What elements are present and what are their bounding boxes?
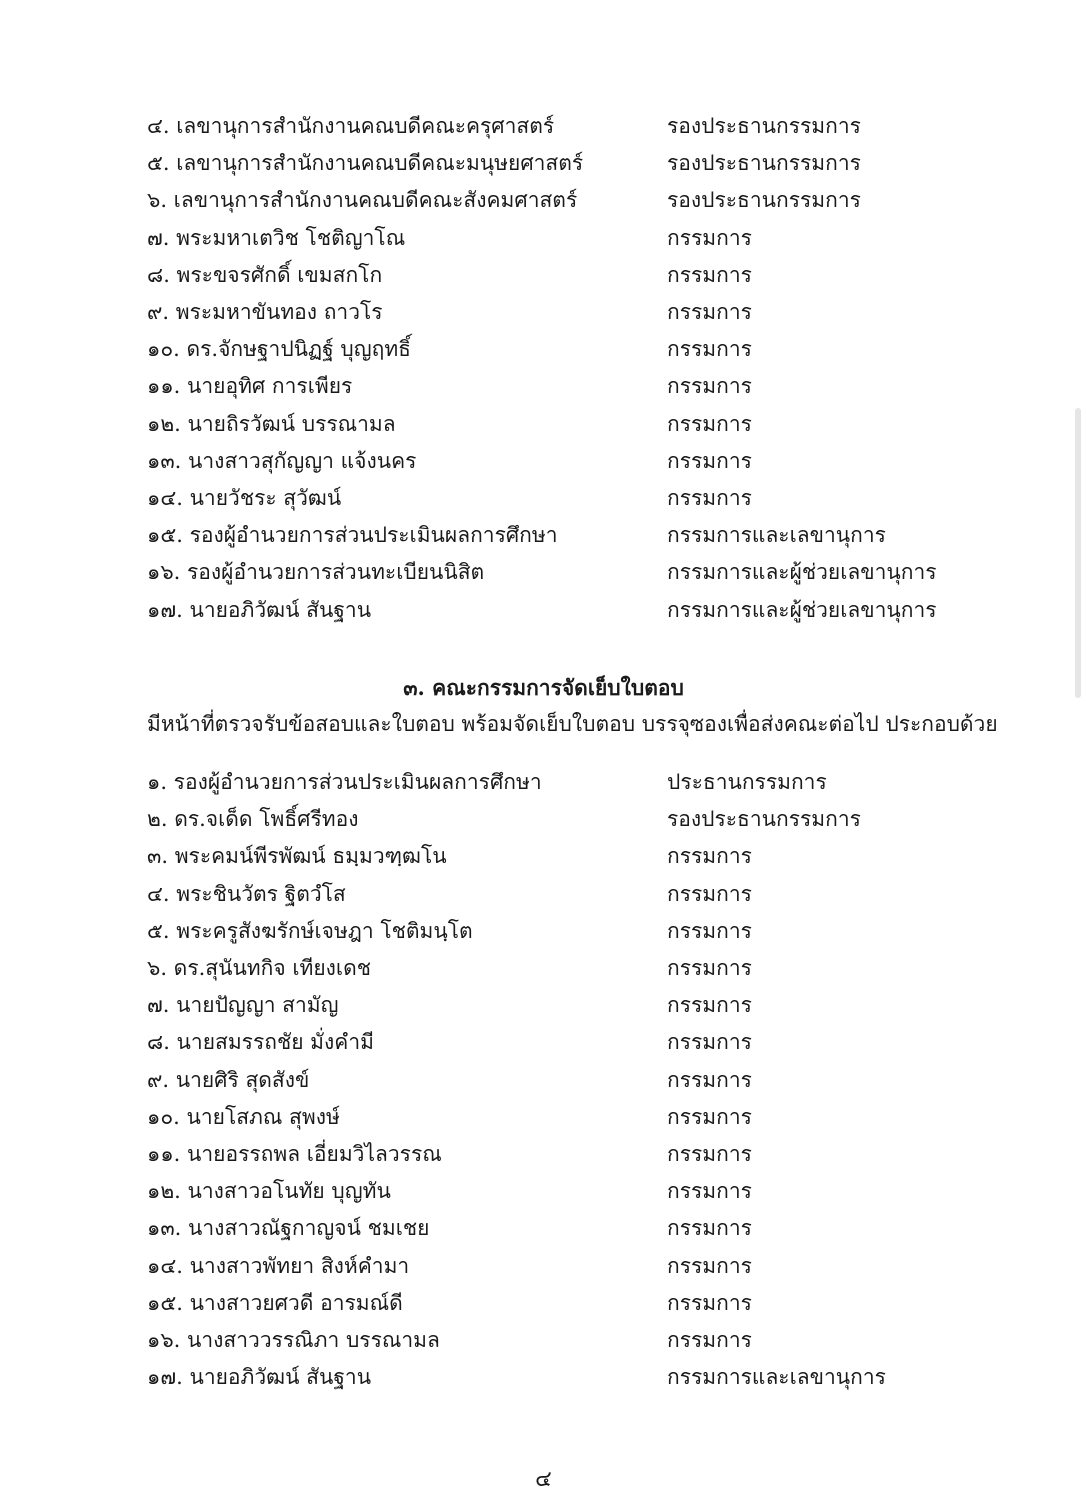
member-role: กรรมการ (667, 411, 752, 436)
list-item (0, 1062, 1087, 1098)
member-name: ๑๔. นายวัชระ สุวัฒน์ (147, 486, 342, 510)
list-item (0, 987, 1087, 1023)
member-name: ๕. พระครูสังฆรักษ์เจษฎา โชติมนฺโต (147, 918, 473, 943)
member-role: รองประธานกรรมการ (667, 114, 861, 138)
member-role: กรรมการและผู้ช่วยเลขานุการ (667, 597, 937, 622)
list-item (0, 480, 1087, 516)
member-name: ๙. นายศิริ สุดสังข์ (147, 1067, 310, 1092)
list-item (0, 554, 1087, 590)
list-item (0, 764, 1087, 800)
list-item (0, 838, 1087, 874)
member-role: กรรมการ (667, 1328, 752, 1352)
member-name: ๔. พระชินวัตร ฐิตวํโส (147, 881, 346, 906)
member-name: ๑๖. รองผู้อำนวยการส่วนทะเบียนนิสิต (147, 560, 485, 585)
member-role: กรรมการ (667, 918, 752, 943)
member-role: ประธานกรรมการ (667, 770, 827, 794)
list-item (0, 331, 1087, 367)
member-name: ๑๓. นางสาวณัฐกาญจน์ ชมเชย (147, 1216, 430, 1241)
member-name: ๑๗. นายอภิวัฒน์ สันฐาน (147, 1365, 372, 1390)
list-item (0, 1024, 1087, 1060)
member-name: ๑. รองผู้อำนวยการส่วนประเมินผลการศึกษา (147, 770, 542, 794)
member-role: กรรมการ (667, 1104, 752, 1129)
member-role: กรรมการ (667, 844, 752, 869)
list-item (0, 1173, 1087, 1209)
member-role: กรรมการและเลขานุการ (667, 523, 886, 548)
member-name: ๙. พระมหาขันทอง ถาวโร (147, 300, 383, 324)
list-item (0, 1136, 1087, 1172)
list-item (0, 108, 1087, 144)
list-item (0, 294, 1087, 330)
member-role: กรรมการและผู้ช่วยเลขานุการ (667, 560, 937, 585)
list-item (0, 1210, 1087, 1246)
member-role: กรรมการ (667, 1253, 752, 1278)
member-name: ๖. เลขานุการสำนักงานคณบดีคณะสังคมศาสตร์ (147, 188, 578, 213)
list-item (0, 1359, 1087, 1395)
member-role: กรรมการ (667, 300, 752, 324)
member-name: ๑๒. นางสาวอโนทัย บุญทัน (147, 1179, 391, 1204)
member-name: ๖. ดร.สุนันทกิจ เทียงเดช (147, 956, 371, 980)
member-name: ๑๗. นายอภิวัฒน์ สันฐาน (147, 597, 372, 622)
member-role: รองประธานกรรมการ (667, 151, 861, 176)
list-item (0, 406, 1087, 442)
member-role: กรรมการ (667, 1179, 752, 1204)
member-name: ๑๐. นายโสภณ สุพงษ์ (147, 1104, 340, 1129)
list-item (0, 876, 1087, 912)
list-item (0, 182, 1087, 218)
list-item (0, 913, 1087, 949)
member-role: กรรมการ (667, 448, 752, 473)
list-item (0, 257, 1087, 293)
member-name: ๑๖. นางสาววรรณิภา บรรณามล (147, 1328, 440, 1352)
list-item (0, 517, 1087, 553)
member-role: กรรมการ (667, 1216, 752, 1241)
member-name: ๑๕. นางสาวยศวดี อารมณ์ดี (147, 1290, 403, 1315)
member-name: ๑๕. รองผู้อำนวยการส่วนประเมินผลการศึกษา (147, 523, 558, 548)
member-role: กรรมการ (667, 486, 752, 510)
member-role: กรรมการ (667, 881, 752, 906)
member-name: ๑๐. ดร.จักษฐาปนิฏฐ์ บุญฤทธิ์ (147, 337, 411, 362)
member-role: กรรมการ (667, 225, 752, 250)
member-role: กรรมการ (667, 1142, 752, 1166)
page-number: ๔ (535, 1467, 552, 1492)
member-role: กรรมการ (667, 337, 752, 362)
list-item (0, 220, 1087, 256)
member-role: กรรมการ (667, 956, 752, 980)
member-role: กรรมการ (667, 262, 752, 287)
member-role: กรรมการ (667, 1030, 752, 1055)
section-description: มีหน้าที่ตรวจรับข้อสอบและใบตอบ พร้อมจัดเย็บใบตอบ บรรจุซองเพื่อส่งคณะต่อไป ประกอบด้วย (147, 712, 998, 736)
member-role: กรรมการ (667, 1067, 752, 1092)
list-item (0, 1322, 1087, 1358)
member-name: ๗. นายปัญญา สามัญ (147, 993, 339, 1018)
member-role: กรรมการ (667, 374, 752, 399)
list-item (0, 1099, 1087, 1135)
member-name: ๕. เลขานุการสำนักงานคณบดีคณะมนุษยศาสตร์ (147, 151, 584, 176)
list-item (0, 1248, 1087, 1284)
member-name: ๒. ดร.จเด็ด โพธิ์ศรีทอง (147, 807, 359, 832)
section-heading: ๓. คณะกรรมการจัดเย็บใบตอบ (403, 675, 684, 700)
member-role: รองประธานกรรมการ (667, 807, 861, 832)
member-name: ๗. พระมหาเตวิช โชติญาโณ (147, 225, 406, 250)
list-item (0, 950, 1087, 986)
member-name: ๘. พระขจรศักดิ์ เขมสกโก (147, 262, 383, 287)
list-item (0, 592, 1087, 628)
list-item (0, 145, 1087, 181)
list-item (0, 801, 1087, 837)
member-role: รองประธานกรรมการ (667, 188, 861, 213)
member-name: ๘. นายสมรรถชัย มั่งคำมี (147, 1030, 374, 1055)
list-item (0, 443, 1087, 479)
member-name: ๓. พระคมน์พีรพัฒน์ ธมฺมวฑฺฒโน (147, 844, 447, 869)
member-name: ๔. เลขานุการสำนักงานคณบดีคณะครุศาสตร์ (147, 114, 555, 138)
list-item (0, 368, 1087, 404)
member-name: ๑๒. นายถิรวัฒน์ บรรณามล (147, 411, 396, 436)
member-role: กรรมการ (667, 1290, 752, 1315)
member-name: ๑๑. นายอรรถพล เอี่ยมวิไลวรรณ (147, 1142, 442, 1166)
member-role: กรรมการและเลขานุการ (667, 1365, 886, 1390)
member-name: ๑๑. นายอุทิศ การเพียร (147, 374, 353, 399)
member-role: กรรมการ (667, 993, 752, 1018)
list-item (0, 1285, 1087, 1321)
scrollbar[interactable] (1075, 408, 1081, 698)
member-name: ๑๔. นางสาวพัทยา สิงห์คำมา (147, 1253, 410, 1278)
member-name: ๑๓. นางสาวสุกัญญา แจ้งนคร (147, 448, 417, 473)
